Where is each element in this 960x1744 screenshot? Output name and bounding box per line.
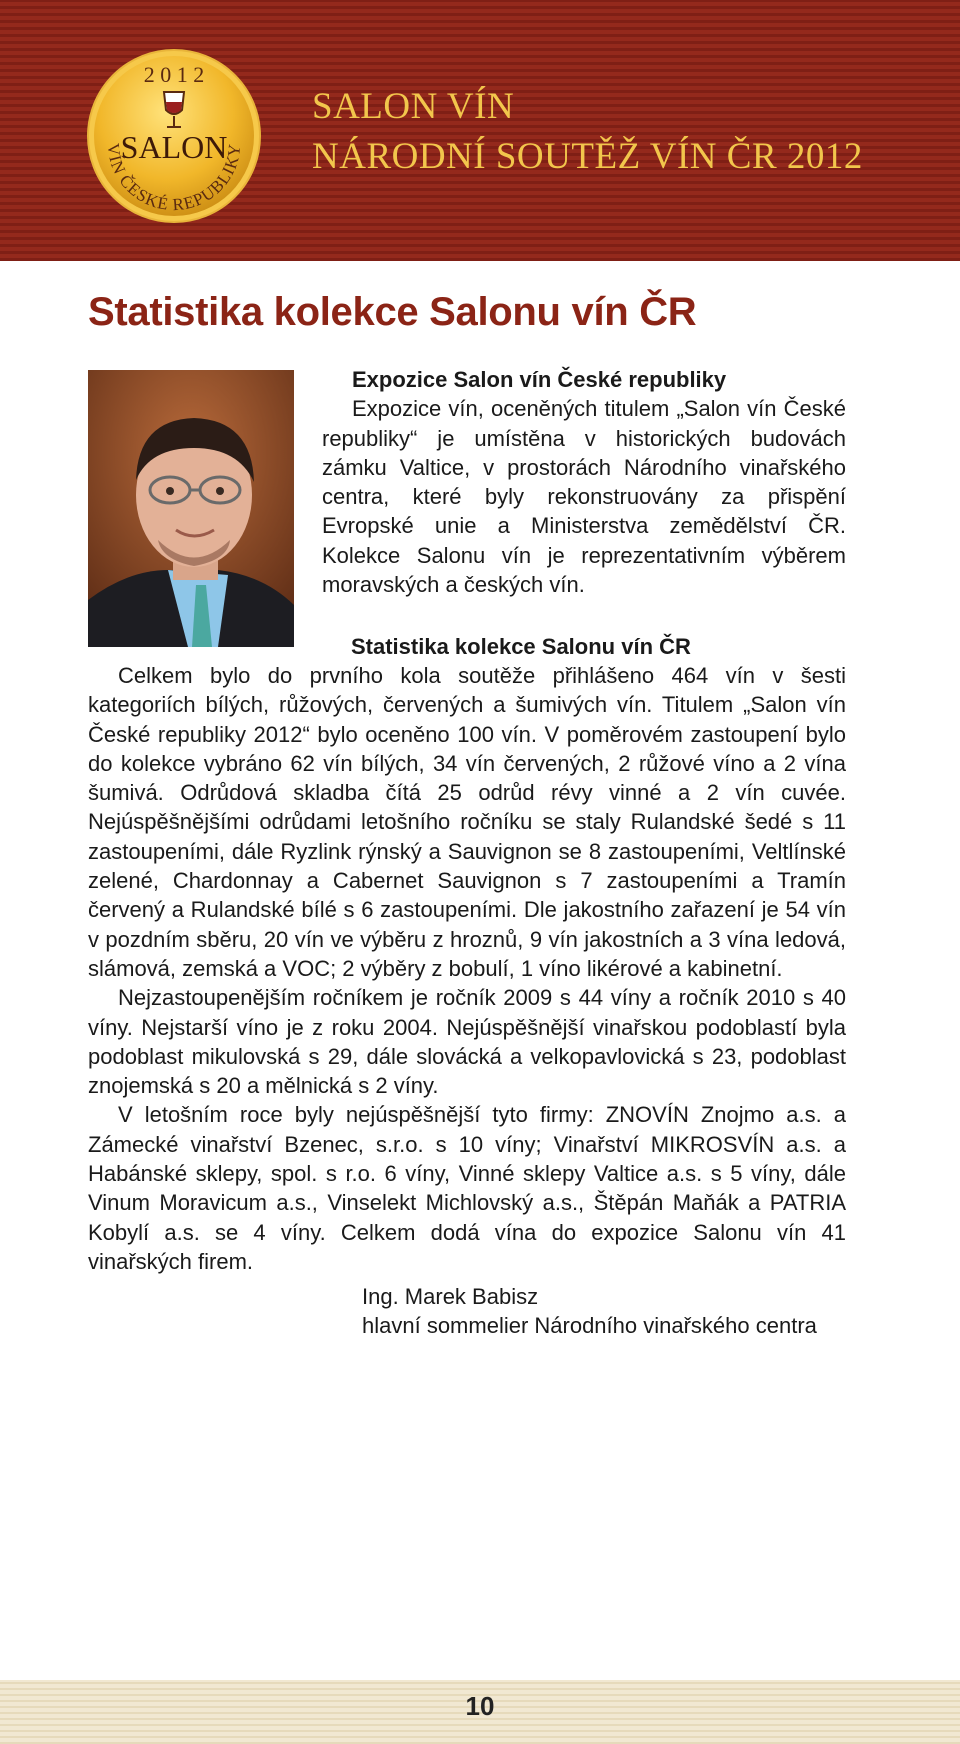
header-title-line2: NÁRODNÍ SOUTĚŽ VÍN ČR 2012 (312, 136, 863, 177)
page-number: 10 (465, 1691, 495, 1721)
expo-section (322, 365, 846, 599)
logo-arc-text: VÍN ČESKÉ REPUBLIKY (103, 142, 245, 215)
signature-role: hlavní sommelier Národního vinařského centra (362, 1313, 817, 1339)
salon-logo (86, 48, 262, 224)
expo-text: Expozice vín, oceněných titulem „Salon vín České republiky“ je umístěna v historických budovách zámku Valtice, v prostorách Národního vinařského centra, které byly rekonstruovány za přispění Evropské unie a Ministerstva zemědělství ČR. Kolekce Salonu vín je reprezentativním výběrem moravských a českých vín. (322, 396, 846, 598)
portrait-photo (88, 370, 294, 647)
page-title: Statistika kolekce Salonu vín ČR (88, 290, 697, 334)
signature (362, 1282, 817, 1341)
statistics-heading: Statistika kolekce Salonu vín ČR (351, 634, 691, 659)
expo-heading: Expozice Salon vín České republiky (352, 367, 727, 392)
header-title (312, 82, 863, 182)
statistics-paragraph: V letošním roce byly nejúspěšnější tyto firmy: ZNOVÍN Znojmo a.s. a Zámecké vinařství Bzenec, s.r.o. s 10 víny; Vinařství MIKROSVÍN a.s. a Habánské sklepy, spol. s r.o. 6 víny, Vinné sklepy Valtice a.s. s 5 víny, dále Vinum Moravicum a.s., Vinselekt Michlovský a.s., Štěpán Maňák a PATRIA Kobylí a.s. se 4 víny. Celkem dodá vína do expozice Salonu vín 41 vinařských firem. (88, 1102, 846, 1274)
statistics-paragraph: Celkem bylo do prvního kola soutěže přihlášeno 464 vín v šesti kategoriích bílých, růžových, červených a šumivých vín. Titulem „Salon vín České republiky 2012“ bylo oceněno 100 vín. V poměrovém zastoupení bylo do kolekce vybráno 62 vín bílých, 34 vín červených, 2 růžové víno a 2 vína šumivá. Odrůdová skladba čítá 25 odrůd révy vinné a 2 vín cuvée. Nejúspěšnějšími odrůdami letošního ročníku se staly Rulandské šedé s 11 zastoupeními, dále Ryzlink rýnský a Sauvignon se 8 zastoupeními, Veltlínské zelené, Chardonnay a Cabernet Sauvignon s 7 zastoupeními a Tramín červený a Rulandské bílé s 6 zastoupeními. Dle jakostního zařazení je 54 vín v pozdním sběru, 20 vín ve výběru z hroznů, 9 vín jakostních a 3 vína ledová, slámová, zemská a VOC; 2 výběry z bobulí, 1 víno likérové a kabinetní. (88, 663, 846, 981)
header-banner (0, 0, 960, 261)
logo-name: SALON (120, 129, 228, 165)
header-title-line1: SALON VÍN (312, 86, 515, 127)
statistics-paragraph: Nejzastoupenějším ročníkem je ročník 2009 s 44 víny a ročník 2010 s 40 víny. Nejstarší víno je z roku 2004. Nejúspěšnější vinařskou podoblastí byla podoblast mikulovská s 29, dále slovácká a velkopavlovická s 23, podoblast znojemská s 20 a mělnická s 2 víny. (88, 985, 846, 1099)
statistics-section (88, 661, 846, 1276)
signature-name: Ing. Marek Babisz (362, 1284, 539, 1309)
logo-year: 2 0 1 2 (143, 62, 205, 87)
